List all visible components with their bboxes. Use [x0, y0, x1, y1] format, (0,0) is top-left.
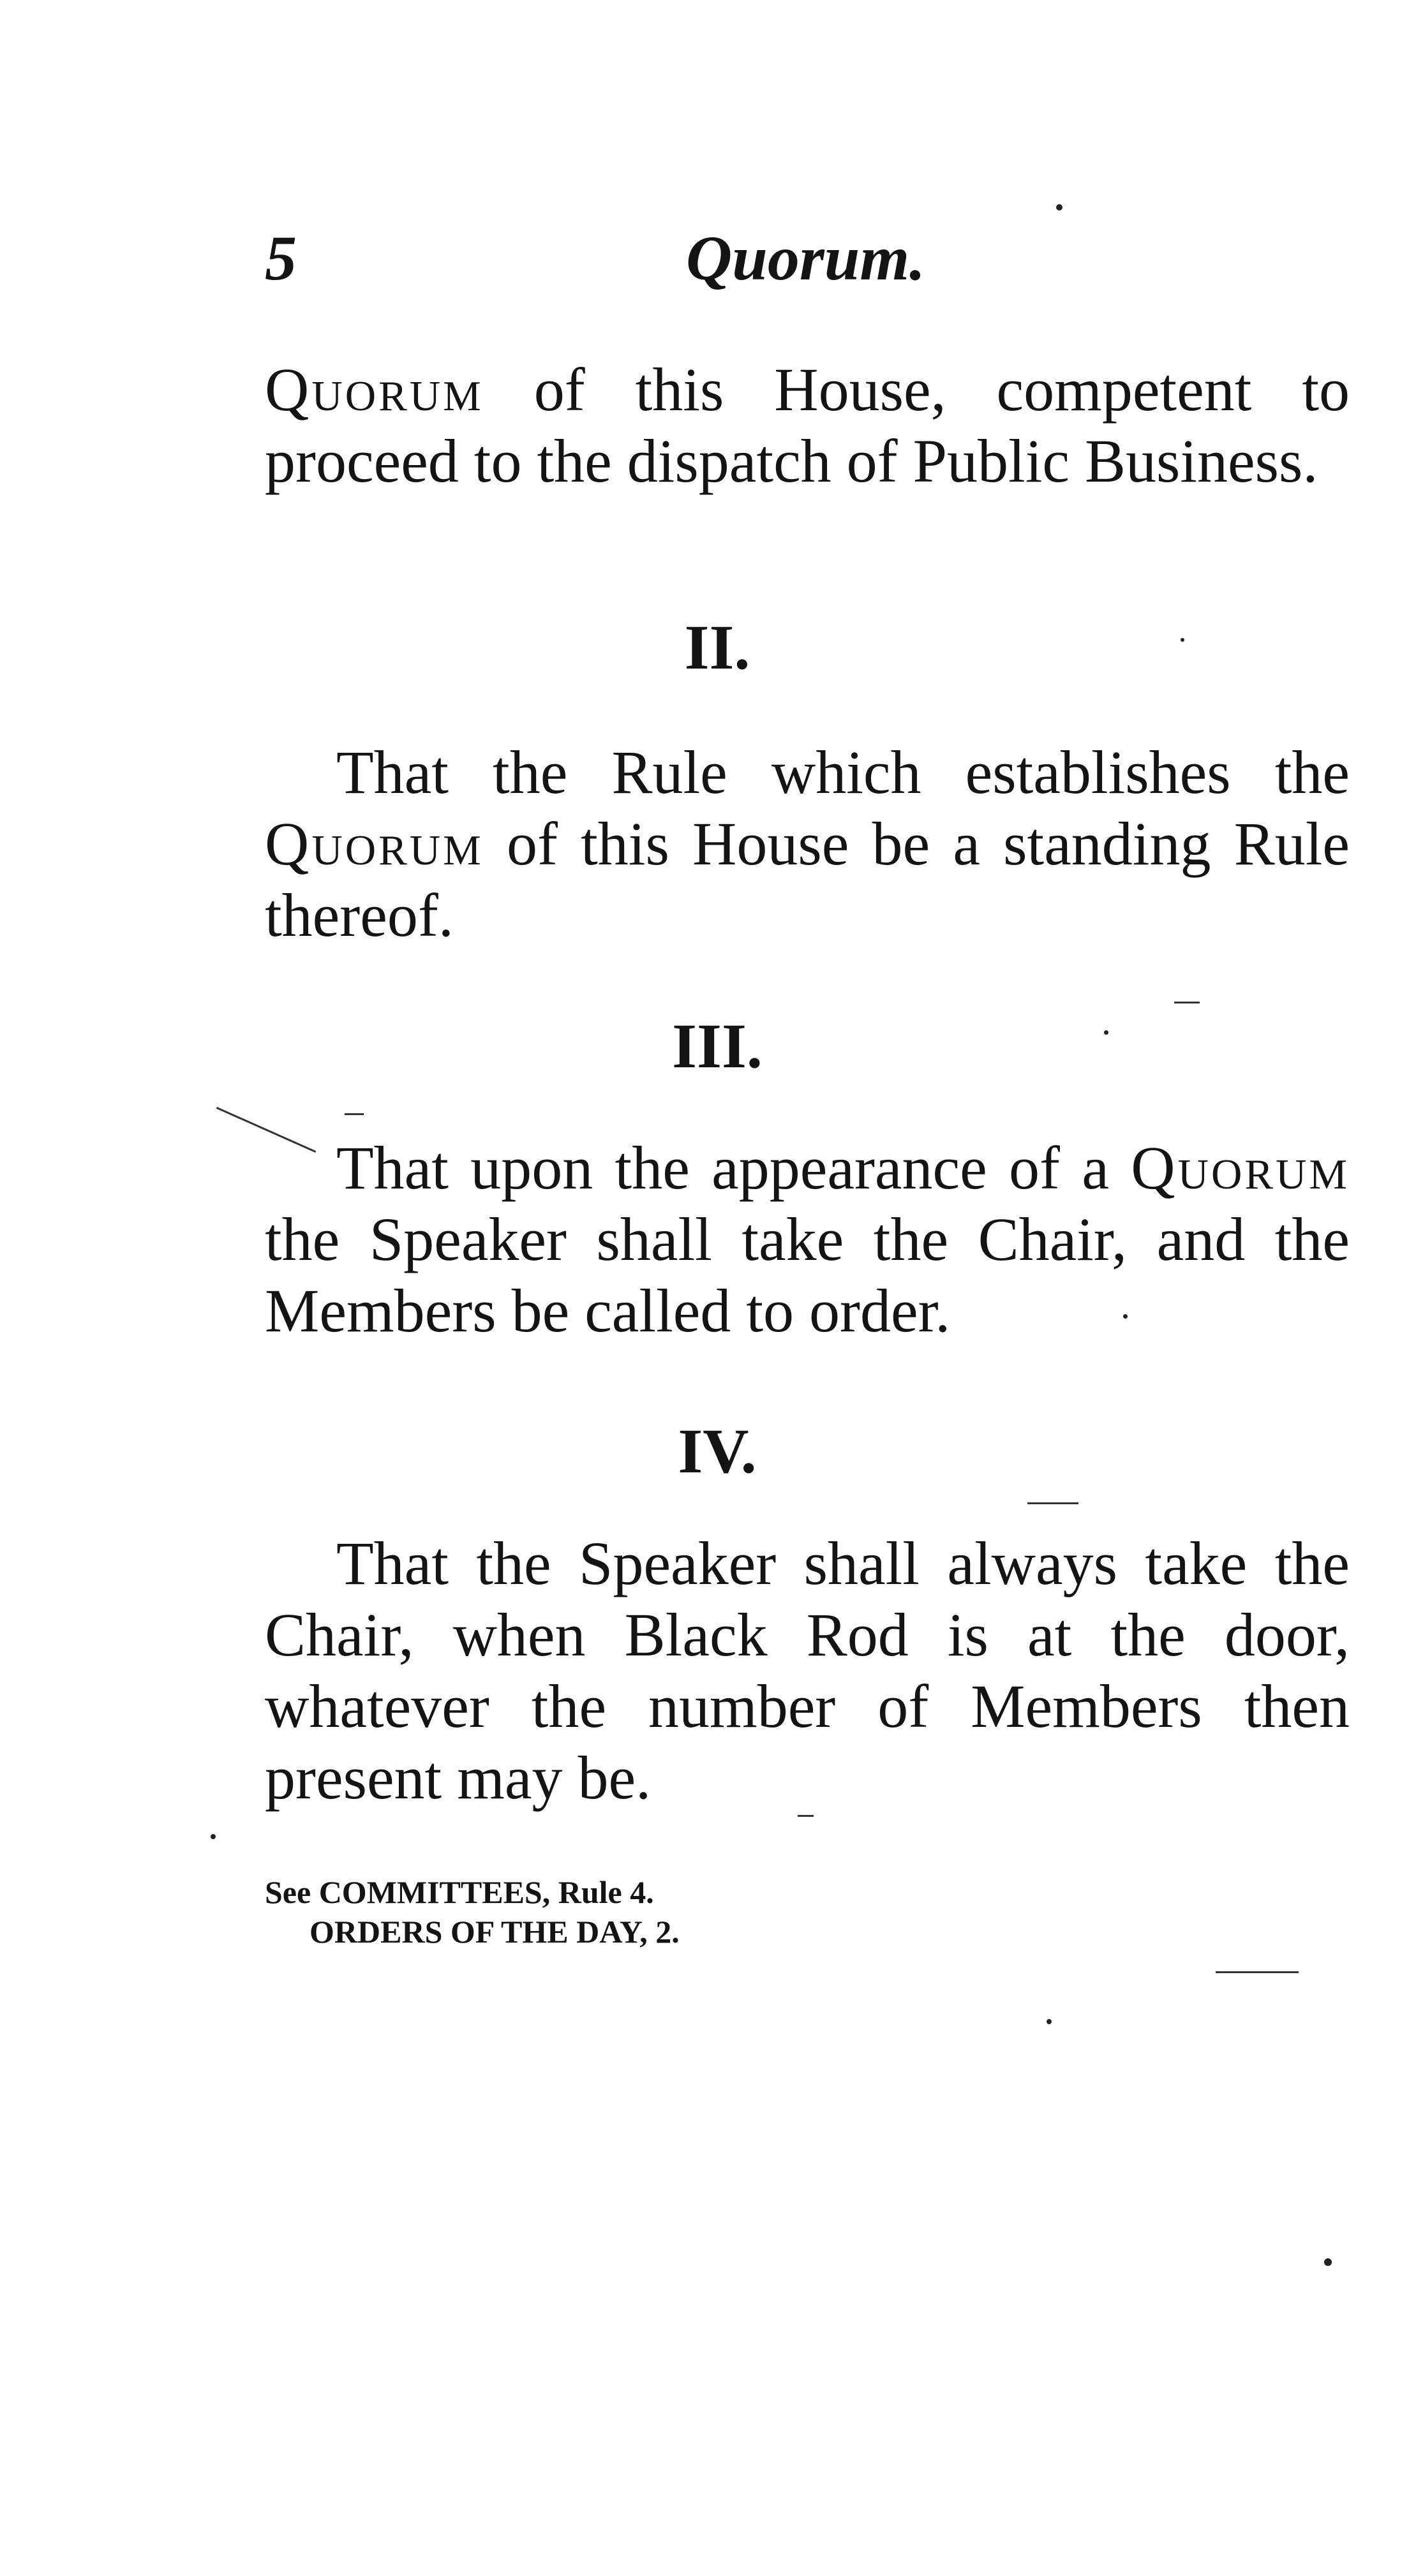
quorum-term: Quorum — [265, 355, 484, 424]
rule-numeral-ii: II. — [684, 612, 750, 683]
rule-numeral-iv: IV. — [678, 1416, 757, 1486]
scan-speck — [1181, 638, 1184, 642]
quorum-term: Quorum — [1131, 1134, 1350, 1202]
rule-iv-paragraph: That the Speaker shall always take the Chair, when Black Rod is at the door, whatever the number of Members then present may be. — [265, 1529, 1350, 1812]
page-number: 5 — [265, 223, 297, 293]
rule-ii-paragraph — [265, 737, 1350, 951]
scan-stroke — [1174, 1002, 1200, 1003]
opening-paragraph — [265, 354, 1350, 497]
running-title: Quorum. — [686, 223, 926, 293]
scan-stroke — [345, 1113, 364, 1115]
scan-speck — [211, 1834, 216, 1839]
scan-speck — [1047, 2019, 1052, 2024]
rule-numeral-iii: III. — [672, 1010, 763, 1081]
cross-reference-line-2: ORDERS OF THE DAY, 2. — [309, 1914, 680, 1950]
scan-stroke — [1027, 1502, 1078, 1504]
opening-paragraph-text: of this House, competent to proceed to the dispatch of Public Business. — [265, 355, 1350, 495]
cross-reference-line-1: See COMMITTEES, Rule 4. — [265, 1874, 654, 1910]
scan-speck — [1056, 204, 1062, 211]
rule-iii-text-after: the Speaker shall take the Chair, and the Members be called to order. — [265, 1205, 1350, 1345]
rule-ii-text-before: That the Rule which establishes the — [336, 738, 1350, 806]
cross-reference — [265, 1872, 680, 1951]
scan-stroke — [798, 1815, 814, 1817]
scan-stroke — [1216, 1971, 1299, 1973]
scan-speck — [1123, 1314, 1128, 1319]
page-header — [265, 223, 1362, 309]
quorum-term: Quorum — [265, 810, 484, 878]
rule-ii-text-after: of this House be a standing Rule thereof. — [265, 810, 1350, 949]
rule-iii-text-before: That upon the appearance of a — [336, 1134, 1131, 1202]
scan-speck — [1104, 1030, 1108, 1035]
scan-speck — [1324, 2258, 1332, 2266]
rule-iii-paragraph — [265, 1132, 1350, 1347]
